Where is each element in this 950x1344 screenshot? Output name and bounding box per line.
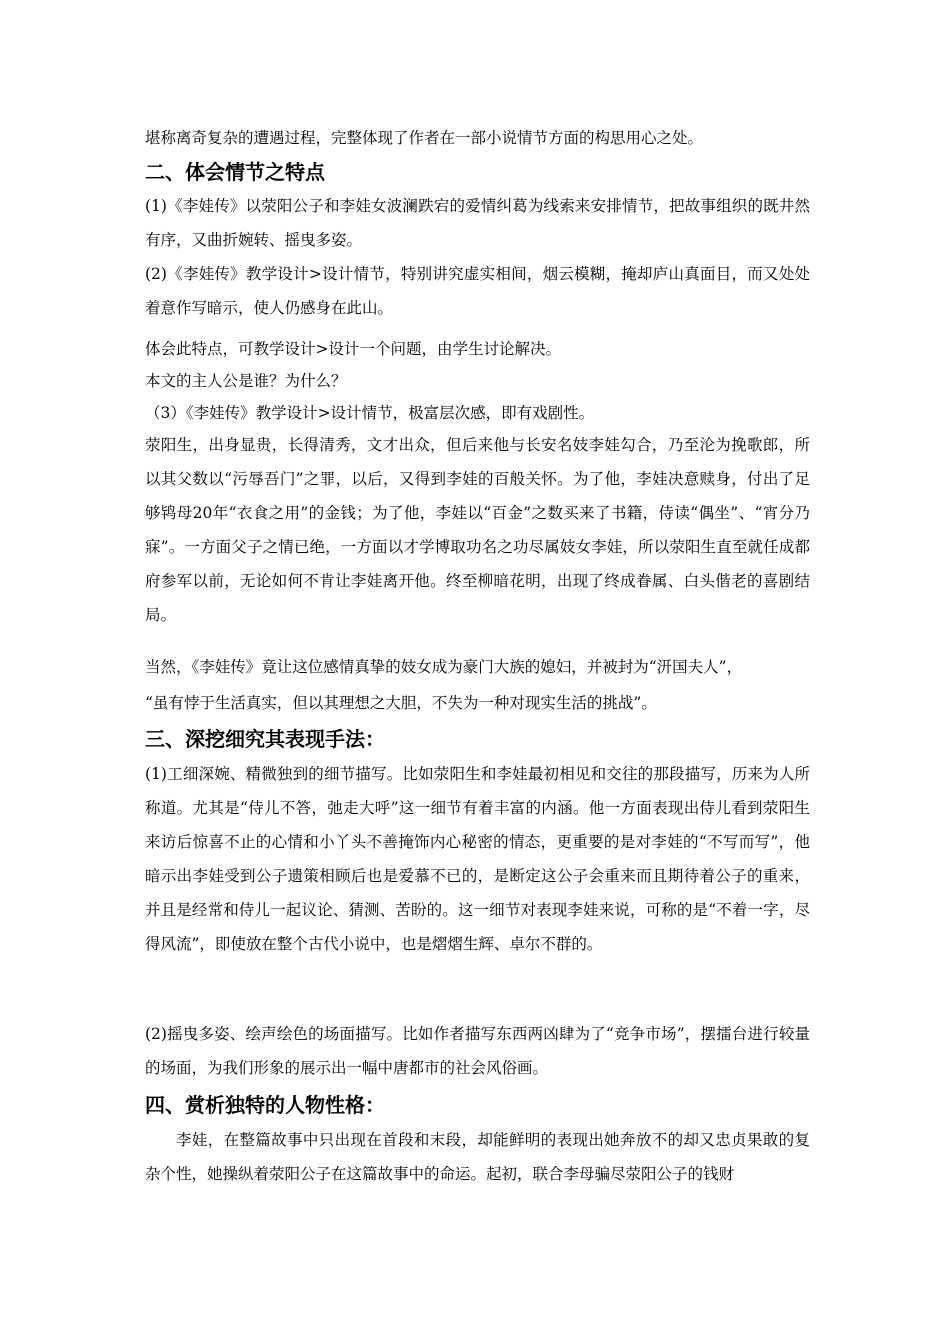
section-3-paragraph-2: (2)摇曳多姿、绘声绘色的场面描写。比如作者描写东西两凶肆为了“竞争市场”，摆擂台进行较量的场面，为我们形象的展示出一幅中唐都市的社会风俗画。	[145, 1025, 810, 1077]
section-2-paragraph-7: 当然，《李娃传》竟让这位感情真挚的妓女成为豪门大族的媳妇，并被封为“汧国夫人”，	[145, 658, 743, 676]
section-2-paragraph-3: 体会此特点，可教学设计>设计一个问题，由学生讨论解决。	[145, 340, 561, 358]
section-2-paragraph-4: 本文的主人公是谁？为什么？	[145, 372, 347, 390]
section-4-heading: 四、赏析独特的人物性格：	[145, 1093, 385, 1117]
intro-paragraph: 堪称离奇复杂的遭遇过程，完整体现了作者在一部小说情节方面的构思用心之处。	[145, 129, 704, 147]
section-2-paragraph-5: （3）《李娃传》教学设计>设计情节，极富层次感，即有戏剧性。	[145, 404, 595, 422]
section-3-paragraph-1: (1)工细深婉、精微独到的细节描写。比如荥阳生和李娃最初相见和交往的那段描写，历来为人所称道。尤其是“侍儿不答，弛走大呼”这一细节有着丰富的内涵。他一方面表现出侍儿看到荥阳生来访后惊喜不止的心情和小丫头不善掩饰内心秘密的情态，更重要的是对李娃的“不写而写”，他暗示出李娃受到公子遗策相顾后也是爱慕不已的，是断定这公子会重来而且期待着公子的重来，并且是经常和侍儿一起议论、猜测、苦盼的。这一细节对表现李娃来说，可称的是“不着一字，尽得风流”，即使放在整个古代小说中，也是熠熠生辉、卓尔不群的。	[145, 765, 810, 953]
section-4-paragraph-1: 李娃，在整篇故事中只出现在首段和末段，却能鲜明的表现出她奔放不的却又忠贞果敢的复杂个性，她操纵着荥阳公子在这篇故事中的命运。起初，联合李母骗尽荥阳公子的钱财	[145, 1131, 810, 1183]
section-2-paragraph-8: “虽有悖于生活真实，但以其理想之大胆，不失为一种对现实生活的挑战”。	[145, 694, 657, 712]
section-2-paragraph-6: 荥阳生，出身显贵，长得清秀，文才出众，但后来他与长安名妓李娃勾合，乃至沦为挽歌郎，所以其父数以“污辱吾门”之罪，以后，又得到李娃的百般关怀。为了他，李娃决意赎身，付出了足够鸨母20年“衣食之用”的金钱；为了他，李娃以“百金”之数买来了书籍，侍读“偶坐”、“宵分乃寐”。一方面父子之情已绝，一方面以才学博取功名之功尽属妓女李娃，所以荥阳生直至就任成都府参军以前，无论如何不肯让李娃离开他。终至柳暗花明，出现了终成眷属、白头偕老的喜剧结局。	[145, 436, 810, 624]
section-2-paragraph-2: (2)《李娃传》教学设计>设计情节，特别讲究虚实相间，烟云模糊，掩却庐山真面目，而又处处着意作写暗示，使人仍感身在此山。	[145, 265, 810, 317]
section-2-heading: 二、体会情节之特点	[145, 160, 325, 184]
section-2-paragraph-1: (1)《李娃传》以荥阳公子和李娃女波澜跌宕的爱情纠葛为线索来安排情节，把故事组织的既井然有序，又曲折婉转、摇曳多姿。	[145, 197, 810, 249]
section-3-heading: 三、深挖细究其表现手法：	[145, 727, 385, 751]
